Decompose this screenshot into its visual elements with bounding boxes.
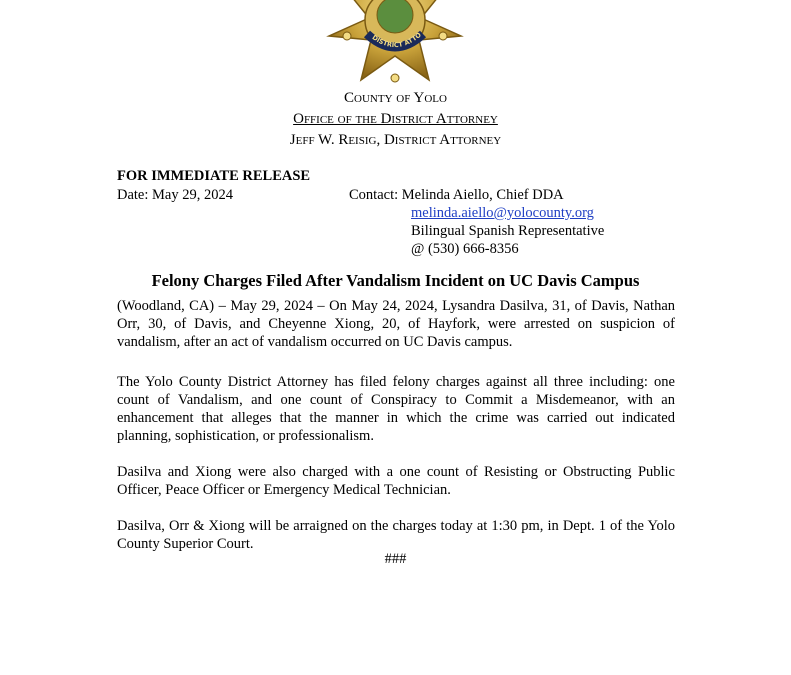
county-name: County of Yolo [344,90,447,106]
paragraph-intro: (Woodland, CA) – May 29, 2024 – On May 24, 2024, Lysandra Dasilva, 31, of Davis, Nathan Orr, 30, of Davis, and Cheyenne Xiong, 20, of Hayfork, were arrested on suspicion of vandalism, after an act of vandalism occurred on UC Davis campus. [117,298,675,350]
contact-role: Bilingual Spanish Representative [411,223,605,239]
release-date: Date: May 29, 2024 [117,187,233,203]
district-attorney-star-badge [325,0,465,85]
office-name [0,109,791,129]
paragraph-charges: The Yolo County District Attorney has filed felony charges against all three including: one count of Vandalism, and one count of Conspiracy to Commit a Misdemeanor, with an enhancement that alleges that the manner in which the crime was carried out indicated planning, sophistication, or professionalism. [117,374,675,444]
release-label: FOR IMMEDIATE RELEASE [117,168,311,184]
contact-email-link[interactable]: melinda.aiello@yolocounty.org [411,205,594,221]
paragraph-additional-charges: Dasilva and Xiong were also charged with a one count of Resisting or Obstructing Public Officer, Peace Officer or Emergency Medical Technician. [117,464,675,498]
contact-phone: @ (530) 666-8356 [411,241,519,257]
headline: Felony Charges Filed After Vandalism Incident on UC Davis Campus [151,271,640,290]
office-name-text: Office of the District Attorney [293,111,498,127]
paragraph-arraignment: Dasilva, Orr & Xiong will be arraigned on the charges today at 1:30 pm, in Dept. 1 of the Yolo County Superior Court. [117,518,675,552]
star-shape [329,0,461,82]
contact-name: Contact: Melinda Aiello, Chief DDA [349,187,564,203]
end-mark: ### [384,551,407,567]
badge-text: DISTRICT ATTO [370,30,423,50]
district-attorney-name: Jeff W. Reisig, District Attorney [289,132,502,148]
